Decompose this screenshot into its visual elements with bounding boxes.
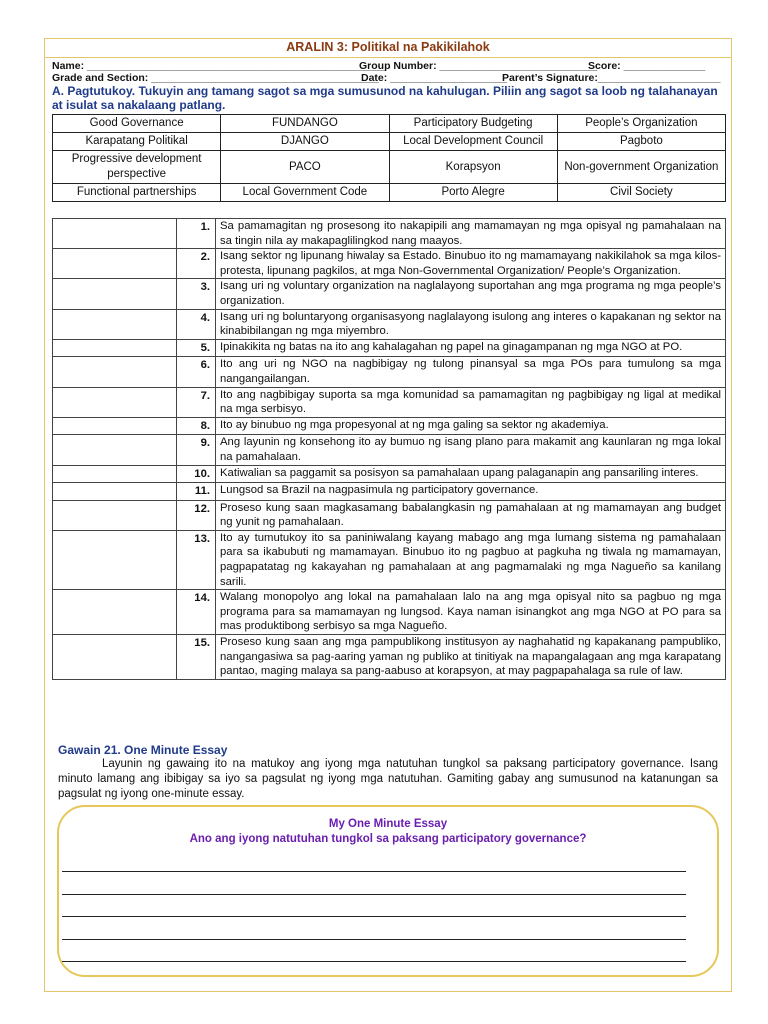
answer-blank[interactable]: [53, 279, 177, 309]
question-text: Isang uri ng boluntaryong organisasyong naglalayong isulong ang interes o kapakanan ng sektor na kinabibilangan ng mga miyembro.: [216, 309, 726, 339]
choices-row: [53, 184, 726, 202]
question-row: [53, 357, 726, 387]
answer-blank[interactable]: [53, 530, 177, 589]
choice-cell: DJANGO: [221, 133, 389, 151]
answer-blank[interactable]: [53, 387, 177, 417]
gawain-instructions: Layunin ng gawaing ito na matukoy ang iyong mga natutuhan tungkol sa paksang participatory governance. Isang minuto lamang ang ibibigay sa iyo sa pagsulat ng iyong mga natutuhan. Gamiting gabay ang sumusunod na katanungan sa pagsulat ng iyong one-minute essay.: [58, 758, 718, 800]
page-title: ARALIN 3: Politikal na Pakikilahok: [286, 40, 490, 54]
question-number: 7.: [177, 387, 216, 417]
question-number: 11.: [177, 483, 216, 501]
question-number: 5.: [177, 339, 216, 357]
question-text: Isang uri ng voluntary organization na naglalayong suportahan ang mga programa ng mga people’s organization.: [216, 279, 726, 309]
question-number: 3.: [177, 279, 216, 309]
choice-cell: Local Government Code: [221, 184, 389, 202]
answer-blank[interactable]: [53, 339, 177, 357]
essay-answer-line[interactable]: [62, 871, 686, 872]
choice-cell: People’s Organization: [557, 115, 725, 133]
question-number: 6.: [177, 357, 216, 387]
answer-blank[interactable]: [53, 483, 177, 501]
question-text: Proseso kung saan magkasamang babalangkasin ng pamahalaan at ng mamamayan ang budget ng yunit ng pamahalaan.: [216, 500, 726, 530]
choice-cell: Progressive development perspective: [53, 151, 221, 184]
question-number: 13.: [177, 530, 216, 589]
choice-cell: Karapatang Politikal: [53, 133, 221, 151]
choices-row: [53, 151, 726, 184]
question-text: Ito ang uri ng NGO na nagbibigay ng tulong pinansyal sa mga POs para tumulong sa mga nangangailangan.: [216, 357, 726, 387]
divider: [44, 57, 732, 58]
answer-blank[interactable]: [53, 309, 177, 339]
essay-box-title: My One Minute Essay: [328, 818, 448, 830]
question-row: [53, 465, 726, 483]
question-text: Ito ay tumutukoy ito sa paniniwalang kayang mabago ang mga lumang sistema ng pamahalaan para sa ikabubuti ng mamamayan. Binubuo ito ng pagbuo at pagkuha ng tiwala ng mamamayan, pagpapatatag ng kakayahan ng pamahalaan at ang pagmamalaki ng mga Nagueño sa kanilang sarili.: [216, 530, 726, 589]
essay-answer-line[interactable]: [62, 961, 686, 962]
gawain-title: Gawain 21. One Minute Essay: [58, 743, 228, 757]
answer-blank[interactable]: [53, 249, 177, 279]
choice-cell: Civil Society: [557, 184, 725, 202]
question-number: 8.: [177, 417, 216, 435]
question-number: 9.: [177, 435, 216, 465]
question-row: [53, 279, 726, 309]
choice-cell: Functional partnerships: [53, 184, 221, 202]
question-row: [53, 635, 726, 680]
answer-blank[interactable]: [53, 435, 177, 465]
choices-row: [53, 115, 726, 133]
essay-answer-line[interactable]: [62, 916, 686, 917]
answer-blank[interactable]: [53, 500, 177, 530]
question-text: Ito ang nagbibigay suporta sa mga komunidad sa pamamagitan ng pagbibigay ng ligal at medikal na mga serbisyo.: [216, 387, 726, 417]
question-number: 2.: [177, 249, 216, 279]
section-a-instruction: A. Pagtutukoy. Tukuyin ang tamang sagot sa mga sumusunod na kahulugan. Piliin ang sagot sa loob ng talahanayan at isulat sa nakalaang patlang.: [52, 84, 718, 112]
choice-cell: Porto Alegre: [389, 184, 557, 202]
essay-heading: [57, 817, 719, 847]
question-row: [53, 249, 726, 279]
question-number: 10.: [177, 465, 216, 483]
question-number: 1.: [177, 219, 216, 249]
question-row: [53, 339, 726, 357]
question-number: 14.: [177, 590, 216, 635]
choices-table: [52, 114, 726, 202]
question-text: Sa pamamagitan ng prosesong ito nakapipili ang mamamayan ng mga opisyal ng pamahalaan na sa tingin nila ay makapaglilingkod nang maayos.: [216, 219, 726, 249]
choice-cell: Participatory Budgeting: [389, 115, 557, 133]
answer-blank[interactable]: [53, 357, 177, 387]
question-row: [53, 500, 726, 530]
question-row: [53, 417, 726, 435]
question-text: Ito ay binubuo ng mga propesyonal at ng mga galing sa sektor ng akademiya.: [216, 417, 726, 435]
answer-blank[interactable]: [53, 465, 177, 483]
question-text: Walang monopolyo ang lokal na pamahalaan lalo na ang mga opisyal nito sa pagbuo ng mga programa para sa mamamayan ng lungsod. Kaya naman isinangkot ang mga NGO at PO para sa mas produktibong serbisyo sa mga Nagueño.: [216, 590, 726, 635]
choices-row: [53, 133, 726, 151]
question-row: [53, 219, 726, 249]
questions-table: [52, 218, 726, 680]
answer-blank[interactable]: [53, 590, 177, 635]
question-text: Proseso kung saan ang mga pampublikong institusyon ay naghahatid ng kapakanang pampubliko, nangangasiwa sa pag-aaring yaman ng publiko at tinitiyak na mapangalagaan ang mga karapatang pantao, maging malaya sa pang-aabuso at korapsyon, at may pagpapahalaga sa rule of law.: [216, 635, 726, 680]
question-text: Katiwalian sa paggamit sa posisyon sa pamahalaan upang palaganapin ang pansariling interes.: [216, 465, 726, 483]
choice-cell: Korapsyon: [389, 151, 557, 184]
essay-answer-line[interactable]: [62, 939, 686, 940]
question-row: [53, 483, 726, 501]
question-number: 4.: [177, 309, 216, 339]
grade-section-field[interactable]: Grade and Section: _______________________________________: [52, 72, 379, 84]
choice-cell: Local Development Council: [389, 133, 557, 151]
question-row: [53, 590, 726, 635]
choice-cell: Pagboto: [557, 133, 725, 151]
question-number: 15.: [177, 635, 216, 680]
question-row: [53, 530, 726, 589]
answer-blank[interactable]: [53, 417, 177, 435]
question-text: Ang layunin ng konsehong ito ay bumuo ng isang plano para makamit ang kaunlaran ng mga lokal na pamahalaan.: [216, 435, 726, 465]
answer-blank[interactable]: [53, 219, 177, 249]
question-text: Isang sektor ng lipunang hiwalay sa Estado. Binubuo ito ng mamamayang nakikilahok sa mga kilos-protesta, lipunang pagkilos, at mga Non-Governmental Organization/ People’s Organization.: [216, 249, 726, 279]
parent-signature-field[interactable]: Parent’s Signature:_____________________: [502, 72, 721, 84]
name-field[interactable]: Name: ___________________________________________________: [52, 60, 385, 72]
question-row: [53, 435, 726, 465]
question-text: Lungsod sa Brazil na nagpasimula ng participatory governance.: [216, 483, 726, 501]
choice-cell: FUNDANGO: [221, 115, 389, 133]
question-row: [53, 387, 726, 417]
score-field[interactable]: Score: ______________: [588, 60, 706, 72]
choice-cell: PACO: [221, 151, 389, 184]
essay-question: Ano ang iyong natutuhan tungkol sa paksang participatory governance?: [189, 833, 587, 845]
answer-blank[interactable]: [53, 635, 177, 680]
choice-cell: Good Governance: [53, 115, 221, 133]
essay-answer-line[interactable]: [62, 894, 686, 895]
question-row: [53, 309, 726, 339]
choice-cell: Non-government Organization: [557, 151, 725, 184]
question-number: 12.: [177, 500, 216, 530]
date-field[interactable]: Date: ____________________: [361, 72, 507, 84]
group-number-field[interactable]: Group Number: ___________________________: [359, 60, 598, 72]
question-text: Ipinakikita ng batas na ito ang kahalagahan ng papel na ginagampanan ng mga NGO at PO.: [216, 339, 726, 357]
